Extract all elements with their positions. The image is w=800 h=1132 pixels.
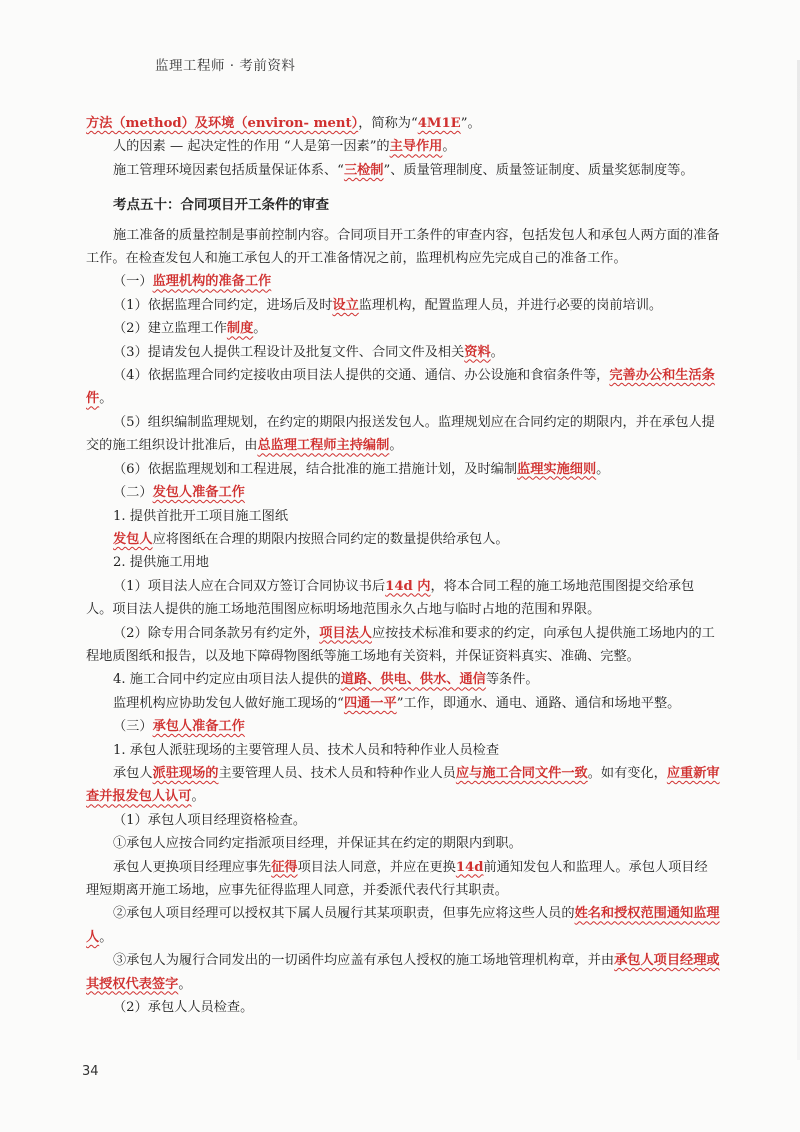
text-span: （一） [113,274,153,290]
text-span: （2）建立监理工作 [113,321,227,337]
text-span: （3）提请发包人提供工程设计及批复文件、合同文件及相关 [113,344,465,360]
highlighted-text: 发包人 [113,531,153,547]
highlighted-text: 完善办公和生活条件 [86,368,715,407]
text-span: 。 [442,139,456,155]
text-span: ，将本合同工程的施工场地范围图提交给承包人。项目法人提供的施工场地范围图应标明场地范围永久占地与临时占地的范围和界限。 [86,578,695,618]
highlighted-text: 发包人准备工作 [152,485,245,501]
highlighted-text: 14d 内 [385,578,431,594]
paragraph [86,762,720,809]
text-span: ”。 [460,116,481,131]
highlighted-text: 应与施工合同文件一致 [455,765,588,781]
text-span: 4. 施工合同中约定应由项目法人提供的 [113,672,341,688]
highlighted-text: 派驻现场的 [152,765,219,781]
highlighted-text: 四通一平 [343,695,397,711]
highlighted-text: 14d [455,859,484,875]
text-span: （1）项目法人应在合同双方签订合同协议书后 [113,578,386,594]
document-body [86,112,720,1019]
paragraph [86,505,720,528]
text-span: ①承包人应按合同约定指派项目经理，并保证其在约定的期限内到职。 [113,836,522,852]
paragraph [86,856,720,903]
text-span: 人的因素 — 起决定性的作用 “人是第一因素”的 [113,139,390,155]
paragraph [86,294,720,317]
highlighted-text: 征得 [271,859,298,875]
text-span: 项目法人同意，并应在更换 [297,859,456,875]
paragraph [86,575,720,622]
text-span: 。 [596,461,610,477]
text-span: （1）承包人项目经理资格检查。 [113,812,307,828]
highlighted-text: 姓名和授权范围通知监理人 [86,906,720,945]
text-span: ”工作，即通水、通电、通路、通信和场地平整。 [396,695,681,711]
highlighted-text: 承包人准备工作 [152,719,245,735]
text-span: 。 [253,321,267,337]
text-span: （2）除专用合同条款另有约定外， [113,625,320,641]
text-span: （6）依据监理规划和工程进展，结合批准的施工措施计划，及时编制 [113,461,518,477]
text-span: （4）依据监理合同约定接收由项目法人提供的交通、通信、办公设施和食宿条件等， [113,368,610,384]
text-span: 应按技术标准和要求的约定，向承包人提供施工场地内的工程地质图纸和报告，以及地下障碍物图纸等施工场地有关资料，并保证资料真实、准确、完整。 [86,625,715,664]
text-span: ”、质量管理制度、质量签证制度、质量奖惩制度等。 [383,162,694,178]
text-span: 。 [178,976,192,992]
paragraph [86,112,720,135]
text-span: 承包人 [113,765,153,781]
highlighted-text: 主导作用 [389,139,443,155]
highlighted-text: 道路、供电、供水、通信 [340,672,486,688]
paragraph [86,809,720,832]
paragraph [86,528,720,551]
text-span: 考点五十：合同项目开工条件的审查 [113,197,329,214]
text-span: （三） [113,719,153,735]
section-title [86,194,720,217]
text-span: 。 [99,929,113,945]
paragraph [86,832,720,855]
highlighted-text: 总监理工程师主持编制 [257,438,390,454]
text-span: 施工准备的质量控制是事前控制内容。合同项目开工条件的审查内容，包括发包人和承包人两方面的准备工作。在检查发包人和施工承包人的开工准备情况之前，监理机构应先完成自己的准备工作。 [86,227,720,267]
highlighted-text: 监理机构的准备工作 [152,274,272,290]
text-span: 1. 承包人派驻现场的主要管理人员、技术人员和特种作业人员检查 [113,742,500,758]
paragraph [86,364,720,411]
paragraph [86,270,720,293]
text-span: 施工管理环境因素包括质量保证体系、“ [113,162,344,178]
paragraph [86,458,720,481]
paragraph [86,692,720,715]
text-span: 。 [389,438,403,454]
text-span: （1）依据监理合同约定，进场后及时 [113,297,333,313]
highlighted-text: 设立 [332,297,359,313]
text-span: 。 [490,344,504,360]
text-span: ②承包人项目经理可以授权其下属人员履行其某项职责，但事先应将这些人员的 [113,906,575,922]
paragraph [86,411,720,458]
paragraph [86,135,720,158]
text-span: 。 [99,391,113,407]
text-span: 。 [191,789,205,805]
text-span: 监理机构，配置监理人员，并进行必要的岗前培训。 [358,297,663,313]
paragraph [86,159,720,182]
paragraph [86,622,720,669]
paragraph [86,902,720,949]
highlighted-text: 应重新审查并报发包人认可 [86,765,720,805]
text-span: 承包人更换项目经理应事先 [113,859,272,875]
paragraph [86,739,720,762]
text-span: 1. 提供首批开工项目施工图纸 [113,508,289,524]
page-header: 监理工程师 · 考前资料 [155,58,296,74]
highlighted-text: 三检制 [343,162,384,178]
paragraph [86,668,720,691]
text-span: （2）承包人人员检查。 [113,1000,254,1016]
highlighted-text: 4M1E [417,116,461,131]
paragraph [86,341,720,364]
paragraph [86,715,720,738]
text-span: （5）组织编制监理规划，在约定的期限内报送发包人。监理规划应在合同约定的期限内，并在承包人提交的施工组织设计批准后，由 [86,414,715,454]
paragraph [86,551,720,574]
highlighted-text: 项目法人 [319,625,372,641]
paragraph [86,481,720,504]
text-span: ③承包人为履行合同发出的一切函件均应盖有承包人授权的施工场地管理机构章，并由 [113,953,615,969]
page-number: 34 [82,1064,99,1079]
text-span: 2. 提供施工用地 [113,555,209,571]
text-span: 监理机构应协助发包人做好施工现场的“ [113,695,344,711]
text-span: 等条件。 [485,672,539,688]
text-span: ，简称为“ [358,116,418,131]
text-span: 主要管理人员、技术人员和特种作业人员 [218,765,456,781]
text-span: 前通知发包人和监理人。承包人项目经理短期离开施工场地，应事先征得监理人同意，并委派代表代行其职责。 [86,859,708,898]
highlighted-text: 承包人项目经理或其授权代表签字 [86,953,720,992]
highlighted-text: 方法（method）及环境（environ- ment） [86,116,359,131]
text-span: 应将图纸在合理的期限内按照合同约定的数量提供给承包人。 [152,531,509,547]
paragraph [86,224,720,271]
text-span: （二） [113,485,153,501]
paragraph [86,996,720,1019]
paragraph [86,949,720,996]
highlighted-text: 监理实施细则 [517,461,597,477]
text-span: 。如有变化， [587,765,667,781]
highlighted-text: 制度 [226,321,254,337]
highlighted-text: 资料 [464,344,491,360]
paragraph [86,317,720,340]
